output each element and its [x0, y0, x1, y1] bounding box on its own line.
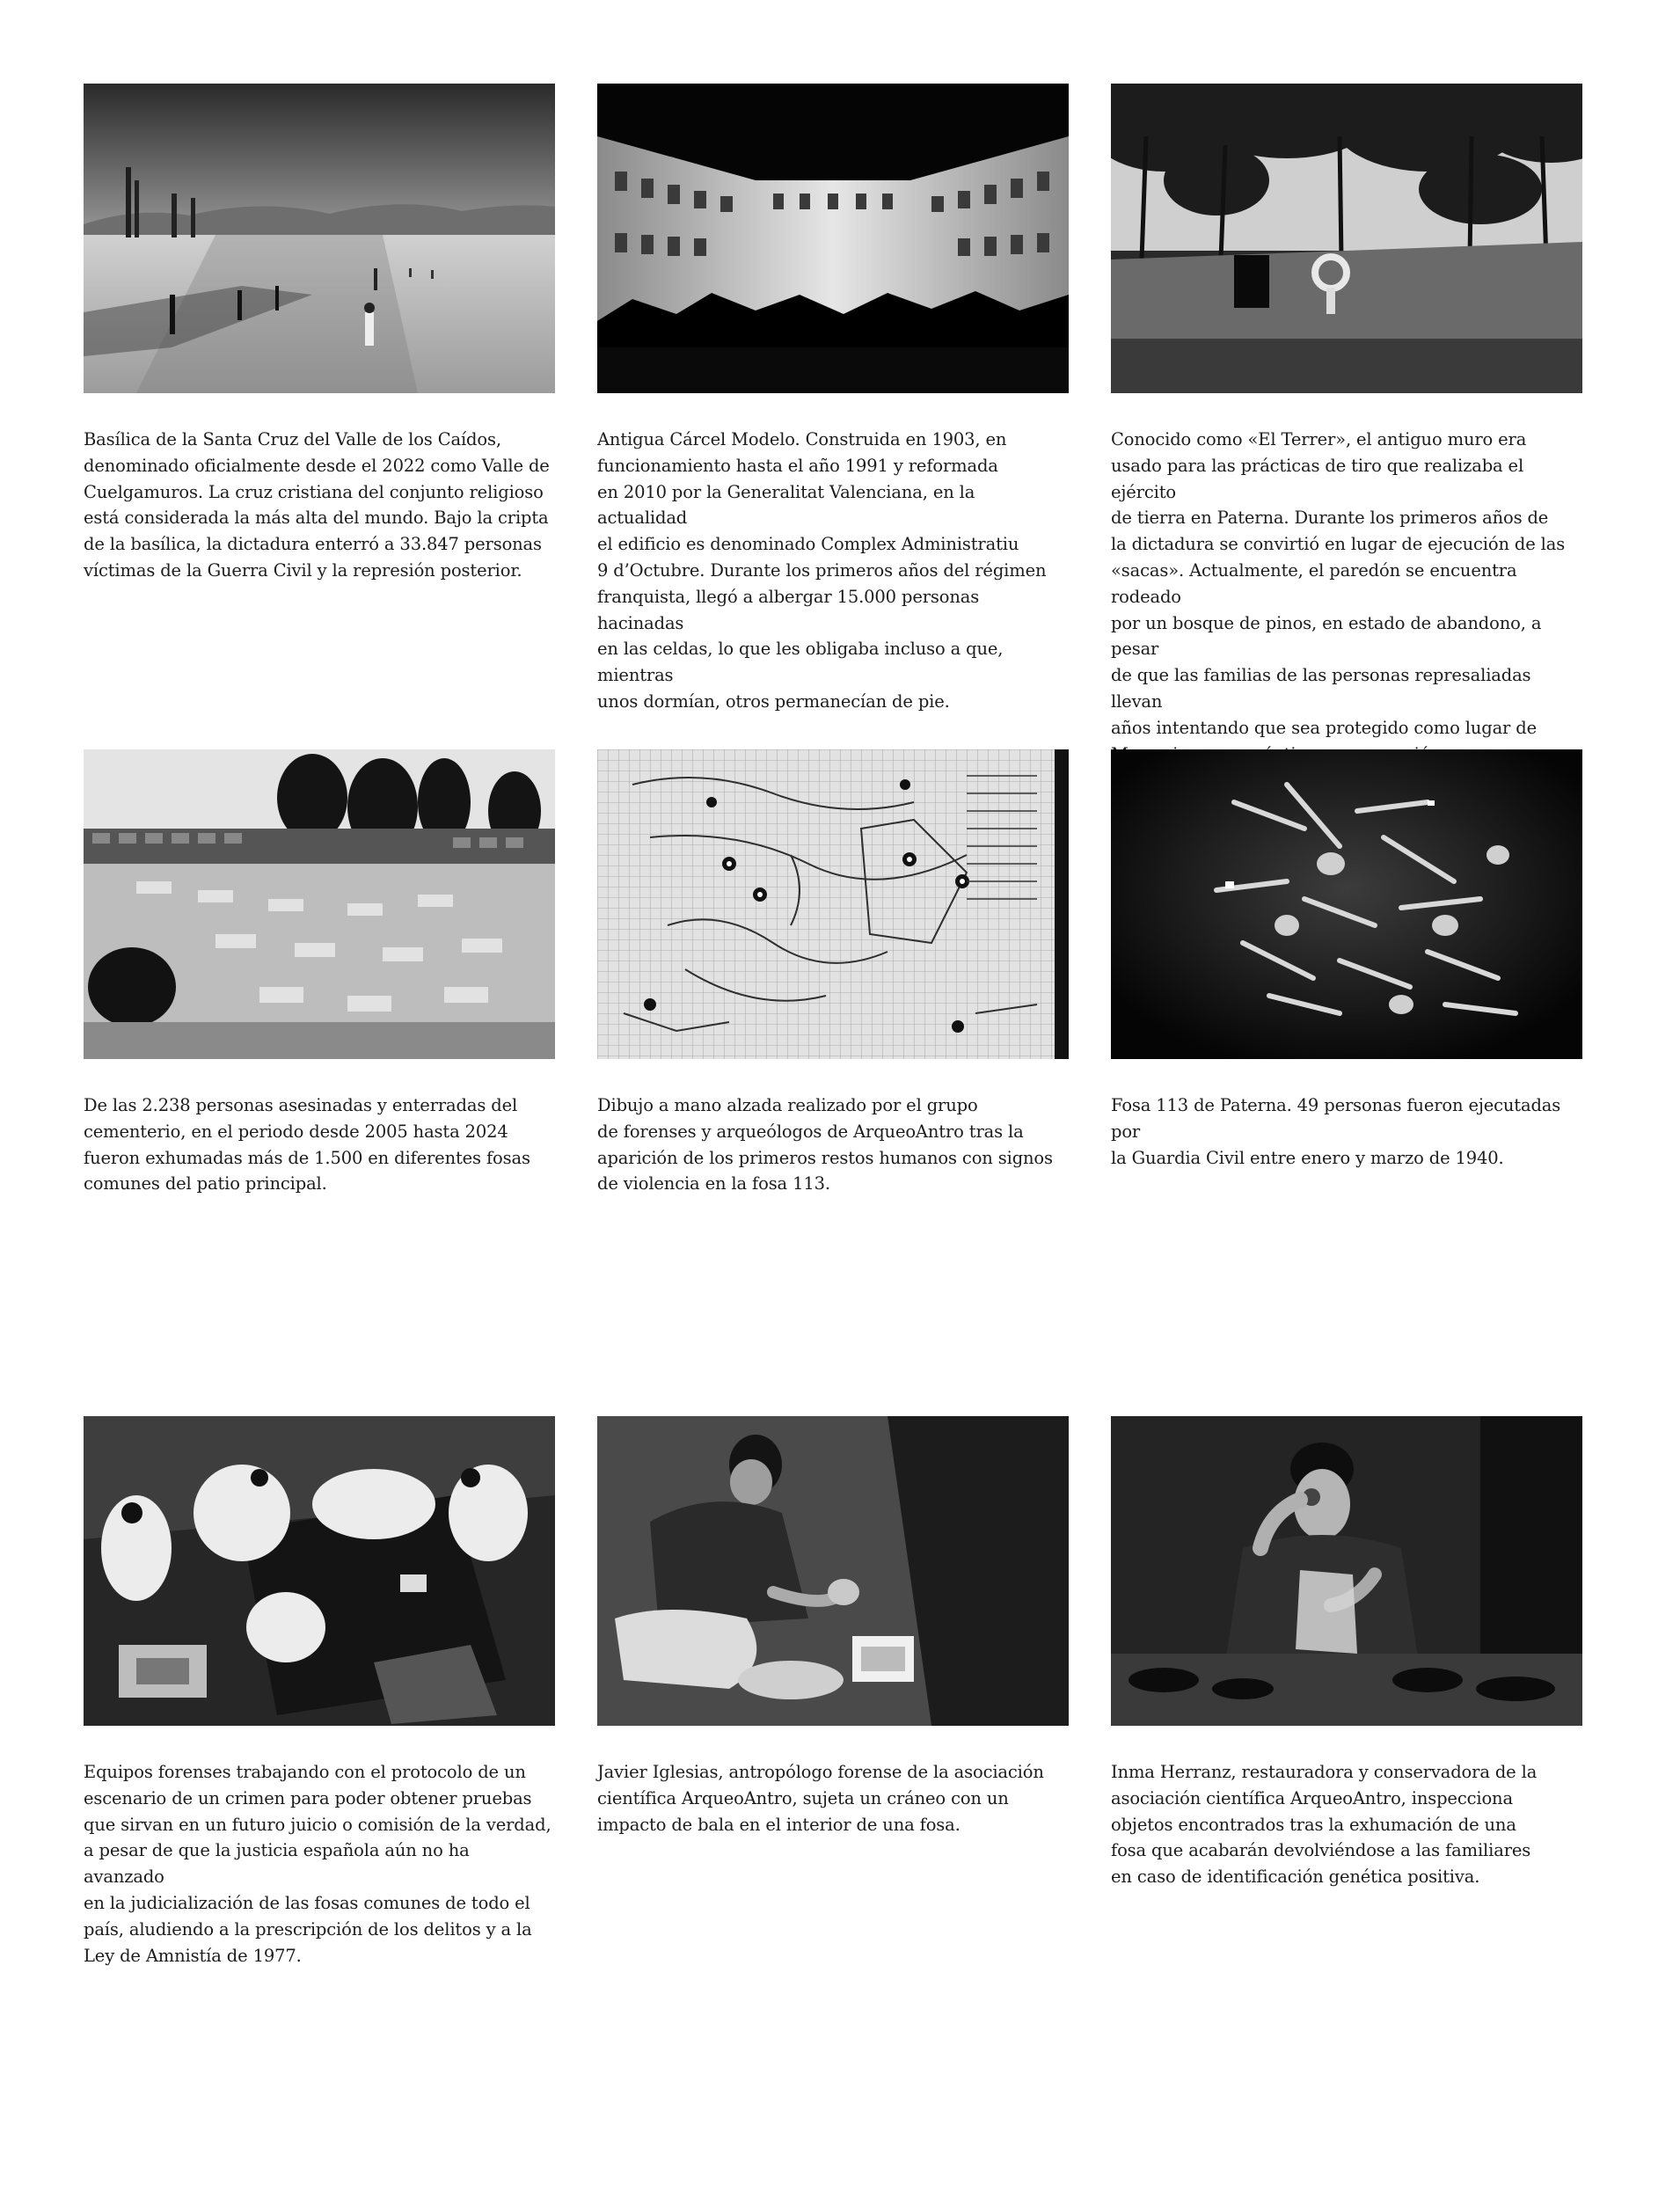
photo-caption: Dibujo a mano alzada realizado por el grupo de forenses y arqueólogos de ArqueoAntro tras la aparición de los primeros restos humanos con signos de violencia en la fosa 113. [597, 1095, 1053, 1194]
fosa-113-photo [1111, 749, 1582, 1059]
photo-caption: Antigua Cárcel Modelo. Construida en 1903, en funcionamiento hasta el año 1991 y reformada en 2010 por la Generalitat Valenciana, en la actualidad el edificio es denominado Complex Administratiu 9 d’Octubre. Durante los primeros años del régimen franquista, llegó a albergar 15.000 personas hacinadas en las celdas, lo que les obligaba incluso a que, mientras unos dormían, otros permanecían de pie. [597, 429, 1047, 712]
photo-caption: Equipos forenses trabajando con el protocolo de un escenario de un crimen para poder obtener pruebas que sirvan en un futuro juicio o comisión de la verdad, a pesar de que la justicia española aún no ha avanzado en la judicialización de las fosas comunes de todo el país, aludiendo a la prescripción de los delitos y a la Ley de Amnistía de 1977. [84, 1762, 551, 1966]
cemetery-photo [84, 749, 555, 1059]
photo-caption: Basílica de la Santa Cruz del Valle de los Caídos, denominado oficialmente desde el 2022 como Valle de Cuelgamuros. La cruz cristiana del conjunto religioso está considerada la más alta del mundo. Bajo la cripta de la basílica, la dictadura enterró a 33.847 personas víctimas de la Guerra Civil y la represión posterior. [84, 429, 550, 581]
photo-caption: Fosa 113 de Paterna. 49 personas fueron ejecutadas por la Guardia Civil entre enero y marzo de 1940. [1111, 1095, 1561, 1168]
photo-item [1111, 749, 1582, 1171]
photo-caption: Conocido como «El Terrer», el antiguo muro era usado para las prácticas de tiro que realizaba el ejército de tierra en Paterna. Durante los primeros años de la dictadura se convirtió en lugar de ejecución de las «sacas». Actualmente, el paredón se encuentra rodeado por un bosque de pinos, en estado de abandono, a pesar de que las familias de las personas represaliadas llevan años intentando que sea protegido como lugar de [1111, 429, 1566, 738]
photo-item [1111, 84, 1582, 767]
javier-iglesias-photo [597, 1416, 1069, 1726]
basilica-valle-de-los-caidos-photo [84, 84, 555, 393]
photo-item [597, 1416, 1069, 1837]
photo-caption: De las 2.238 personas asesinadas y enterradas del cementerio, en el periodo desde 2005 hasta 2024 fueron exhumadas más de 1.500 en diferentes fosas comunes del patio principal. [84, 1095, 530, 1194]
photo-item [84, 749, 555, 1197]
photo-item [597, 84, 1069, 715]
photo-caption: Javier Iglesias, antropólogo forense de la asociación científica ArqueoAntro, sujeta un cráneo con un impacto de bala en el interior de una fosa. [597, 1762, 1044, 1835]
el-terrer-wall-photo [1111, 84, 1582, 393]
photo-item [1111, 1416, 1582, 1890]
photo-item [84, 1416, 555, 1969]
photo-item [597, 749, 1069, 1197]
carcel-modelo-photo [597, 84, 1069, 393]
hand-drawing-photo [597, 749, 1069, 1059]
forensic-teams-photo [84, 1416, 555, 1726]
inma-herranz-photo [1111, 1416, 1582, 1726]
photo-item [84, 84, 555, 584]
photo-caption: Inma Herranz, restauradora y conservadora de la asociación científica ArqueoAntro, inspecciona objetos encontrados tras la exhumación de una fosa que acabarán devolviéndose a las familiares en caso de identificación genética positiva. [1111, 1762, 1538, 1888]
